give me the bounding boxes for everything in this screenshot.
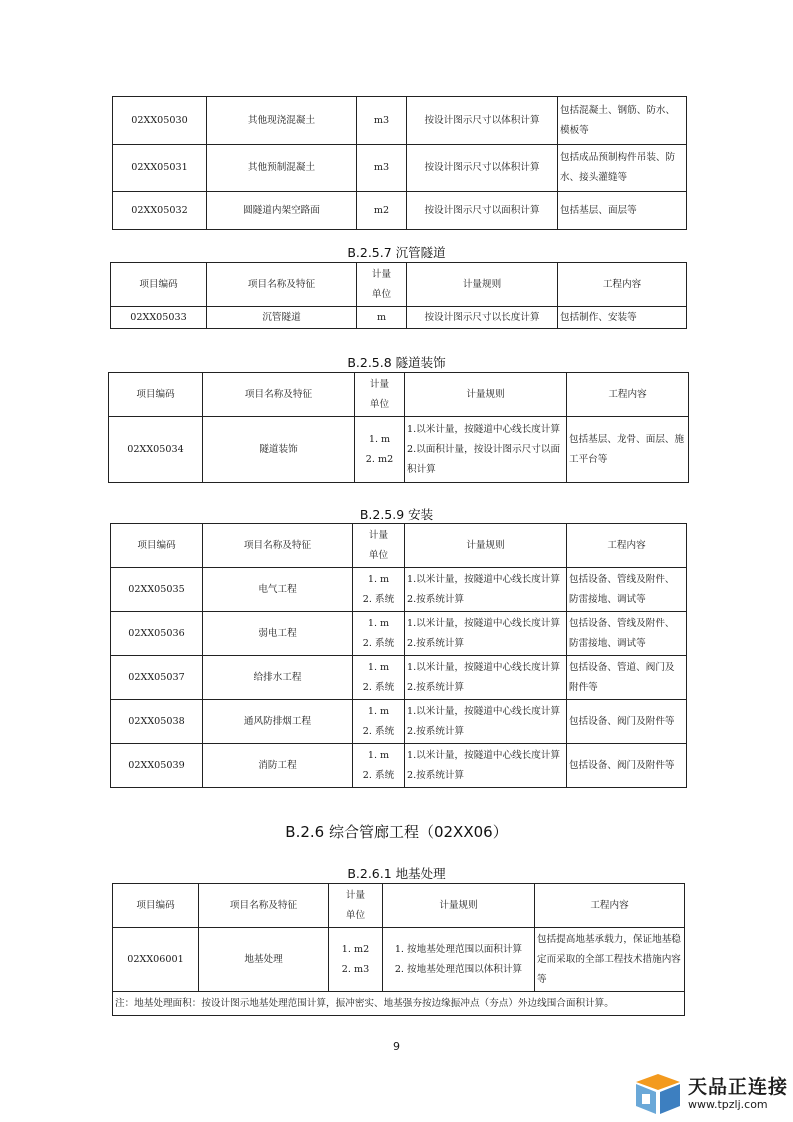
unit-option: 2. 系统 xyxy=(362,769,395,781)
item-rule: 按设计图示尺寸以面积计算 xyxy=(407,192,558,230)
unit-option: 1. m xyxy=(368,433,391,445)
item-content: 包括设备、阀门及附件等 xyxy=(567,700,687,744)
rule-line: 2.按系统计算 xyxy=(407,681,465,693)
rule-line: 2.按系统计算 xyxy=(407,725,465,737)
cube-logo-icon xyxy=(632,1070,684,1118)
item-name: 给排水工程 xyxy=(203,656,353,700)
table-row xyxy=(113,97,687,145)
cube-right-face xyxy=(660,1084,680,1114)
item-name: 弱电工程 xyxy=(203,612,353,656)
header-unit-line2: 单位 xyxy=(371,288,392,300)
table-row xyxy=(113,145,687,192)
item-name: 通风防排烟工程 xyxy=(203,700,353,744)
item-name: 消防工程 xyxy=(203,744,353,788)
item-unit xyxy=(353,744,405,788)
item-content: 包括设备、管线及附件、防雷接地、调试等 xyxy=(567,568,687,612)
item-unit: m3 xyxy=(357,145,407,192)
table-row xyxy=(111,568,687,612)
item-name: 圆隧道内架空路面 xyxy=(207,192,357,230)
table-row xyxy=(111,656,687,700)
item-content: 包括基层、面层等 xyxy=(558,192,687,230)
page-number: 9 xyxy=(393,1040,400,1053)
section-caption: B.2.5.8 隧道装饰 xyxy=(347,355,446,370)
header-unit-line1: 计量 xyxy=(371,268,392,280)
item-rule: 按设计图示尺寸以体积计算 xyxy=(407,145,558,192)
header-content: 工程内容 xyxy=(567,524,687,568)
item-code: 02XX05035 xyxy=(111,568,203,612)
item-rule xyxy=(405,744,567,788)
item-content: 包括设备、管线及附件、防雷接地、调试等 xyxy=(567,612,687,656)
unit-option: 2. m2 xyxy=(365,453,394,465)
rule-line: 1.以米计量，按隧道中心线长度计算 xyxy=(407,705,561,717)
header-name: 项目名称及特征 xyxy=(199,884,329,928)
item-content: 包括提高地基承载力，保证地基稳定而采取的全部工程技术措施内容等 xyxy=(535,928,685,992)
rule-line: 1.以米计量，按隧道中心线长度计算 xyxy=(407,423,561,435)
header-unit xyxy=(355,373,405,417)
unit-option: 2. 系统 xyxy=(362,681,395,693)
table-header-row xyxy=(113,884,685,928)
unit-option: 2. 系统 xyxy=(362,637,395,649)
header-rule: 计量规则 xyxy=(407,263,558,307)
section-heading: B.2.6 综合管廊工程（02XX06） xyxy=(285,823,508,841)
section-caption: B.2.5.7 沉管隧道 xyxy=(347,245,446,260)
item-code: 02XX05037 xyxy=(111,656,203,700)
header-unit xyxy=(329,884,383,928)
logo-name: 天品正连接 xyxy=(688,1076,789,1098)
item-code: 02XX05031 xyxy=(113,145,207,192)
item-rule: 按设计图示尺寸以体积计算 xyxy=(407,97,558,145)
rule-line: 1. 按地基处理范围以面积计算 xyxy=(394,943,523,955)
header-code: 项目编码 xyxy=(113,884,199,928)
header-code: 项目编码 xyxy=(109,373,203,417)
item-name: 地基处理 xyxy=(199,928,329,992)
unit-option: 1. m xyxy=(367,617,390,629)
unit-option: 2. m3 xyxy=(341,963,370,975)
unit-option: 2. 系统 xyxy=(362,725,395,737)
header-unit-line1: 计量 xyxy=(345,889,366,901)
table-header-row xyxy=(111,524,687,568)
table-note-row xyxy=(113,992,685,1016)
rule-line: 2. 按地基处理范围以体积计算 xyxy=(394,963,523,975)
item-code: 02XX05039 xyxy=(111,744,203,788)
rule-line: 1.以米计量，按隧道中心线长度计算 xyxy=(407,617,561,629)
header-rule: 计量规则 xyxy=(405,373,567,417)
item-unit xyxy=(353,700,405,744)
item-unit xyxy=(353,656,405,700)
item-unit xyxy=(329,928,383,992)
table-258 xyxy=(108,372,689,483)
section-caption: B.2.5.9 安装 xyxy=(359,507,434,522)
item-rule xyxy=(405,568,567,612)
header-rule: 计量规则 xyxy=(383,884,535,928)
item-unit: m3 xyxy=(357,97,407,145)
item-content: 包括设备、管道、阀门及附件等 xyxy=(567,656,687,700)
header-name: 项目名称及特征 xyxy=(203,373,355,417)
header-name: 项目名称及特征 xyxy=(203,524,353,568)
table-row xyxy=(111,744,687,788)
item-unit: m2 xyxy=(357,192,407,230)
item-code: 02XX05030 xyxy=(113,97,207,145)
table-row xyxy=(111,612,687,656)
table-top xyxy=(112,96,687,230)
table-row xyxy=(113,928,685,992)
item-rule xyxy=(405,700,567,744)
rule-line: 1.以米计量，按隧道中心线长度计算 xyxy=(407,661,561,673)
item-name: 隧道装饰 xyxy=(203,417,355,483)
rule-line: 2.按系统计算 xyxy=(407,769,465,781)
item-unit: m xyxy=(357,307,407,329)
rule-line: 2.按系统计算 xyxy=(407,637,465,649)
rule-line: 2.以面积计量，按设计图示尺寸以面积计算 xyxy=(407,443,561,475)
unit-option: 1. m xyxy=(367,749,390,761)
cube-cutout xyxy=(642,1094,650,1104)
item-name: 其他预制混凝土 xyxy=(207,145,357,192)
item-code: 02XX05032 xyxy=(113,192,207,230)
item-unit xyxy=(355,417,405,483)
item-rule: 按设计图示尺寸以长度计算 xyxy=(407,307,558,329)
item-rule xyxy=(383,928,535,992)
header-rule: 计量规则 xyxy=(405,524,567,568)
unit-option: 1. m2 xyxy=(341,943,370,955)
item-content: 包括设备、阀门及附件等 xyxy=(567,744,687,788)
unit-option: 1. m xyxy=(367,573,390,585)
rule-line: 1.以米计量，按隧道中心线长度计算 xyxy=(407,749,561,761)
header-code: 项目编码 xyxy=(111,263,207,307)
rule-line: 1.以米计量，按隧道中心线长度计算 xyxy=(407,573,561,585)
header-unit-line1: 计量 xyxy=(369,378,390,390)
unit-option: 1. m xyxy=(367,705,390,717)
item-code: 02XX06001 xyxy=(113,928,199,992)
site-logo xyxy=(632,1070,789,1118)
table-header-row xyxy=(111,263,687,307)
header-name: 项目名称及特征 xyxy=(207,263,357,307)
header-unit xyxy=(357,263,407,307)
section-caption: B.2.6.1 地基处理 xyxy=(347,866,446,881)
item-code: 02XX05036 xyxy=(111,612,203,656)
header-unit xyxy=(353,524,405,568)
table-header-row xyxy=(109,373,689,417)
table-row xyxy=(113,192,687,230)
item-code: 02XX05033 xyxy=(111,307,207,329)
item-rule xyxy=(405,656,567,700)
header-unit-line2: 单位 xyxy=(345,909,366,921)
table-row xyxy=(111,307,687,329)
header-unit-line2: 单位 xyxy=(369,398,390,410)
header-content: 工程内容 xyxy=(567,373,689,417)
table-261 xyxy=(112,883,685,1016)
table-row xyxy=(111,700,687,744)
item-content: 包括混凝土、钢筋、防水、模板等 xyxy=(558,97,687,145)
unit-option: 1. m xyxy=(367,661,390,673)
table-note: 注：地基处理面积：按设计图示地基处理范围计算，振冲密实、地基强夯按边缘振冲点（夯点）外边线围合面积计算。 xyxy=(113,992,685,1016)
header-code: 项目编码 xyxy=(111,524,203,568)
table-259 xyxy=(110,523,687,788)
item-content: 包括成品预制构件吊装、防水、接头灌缝等 xyxy=(558,145,687,192)
rule-line: 2.按系统计算 xyxy=(407,593,465,605)
item-rule xyxy=(405,612,567,656)
unit-option: 2. 系统 xyxy=(362,593,395,605)
item-code: 02XX05038 xyxy=(111,700,203,744)
item-rule xyxy=(405,417,567,483)
item-code: 02XX05034 xyxy=(109,417,203,483)
header-unit-line2: 单位 xyxy=(368,549,389,561)
table-257 xyxy=(110,262,687,329)
item-unit xyxy=(353,568,405,612)
header-content: 工程内容 xyxy=(535,884,685,928)
item-name: 沉管隧道 xyxy=(207,307,357,329)
header-unit-line1: 计量 xyxy=(368,529,389,541)
item-unit xyxy=(353,612,405,656)
item-name: 电气工程 xyxy=(203,568,353,612)
item-content: 包括基层、龙骨、面层、施工平台等 xyxy=(567,417,689,483)
logo-url: www.tpzlj.com xyxy=(688,1098,768,1111)
item-content: 包括制作、安装等 xyxy=(558,307,687,329)
table-row xyxy=(109,417,689,483)
item-name: 其他现浇混凝土 xyxy=(207,97,357,145)
header-content: 工程内容 xyxy=(558,263,687,307)
